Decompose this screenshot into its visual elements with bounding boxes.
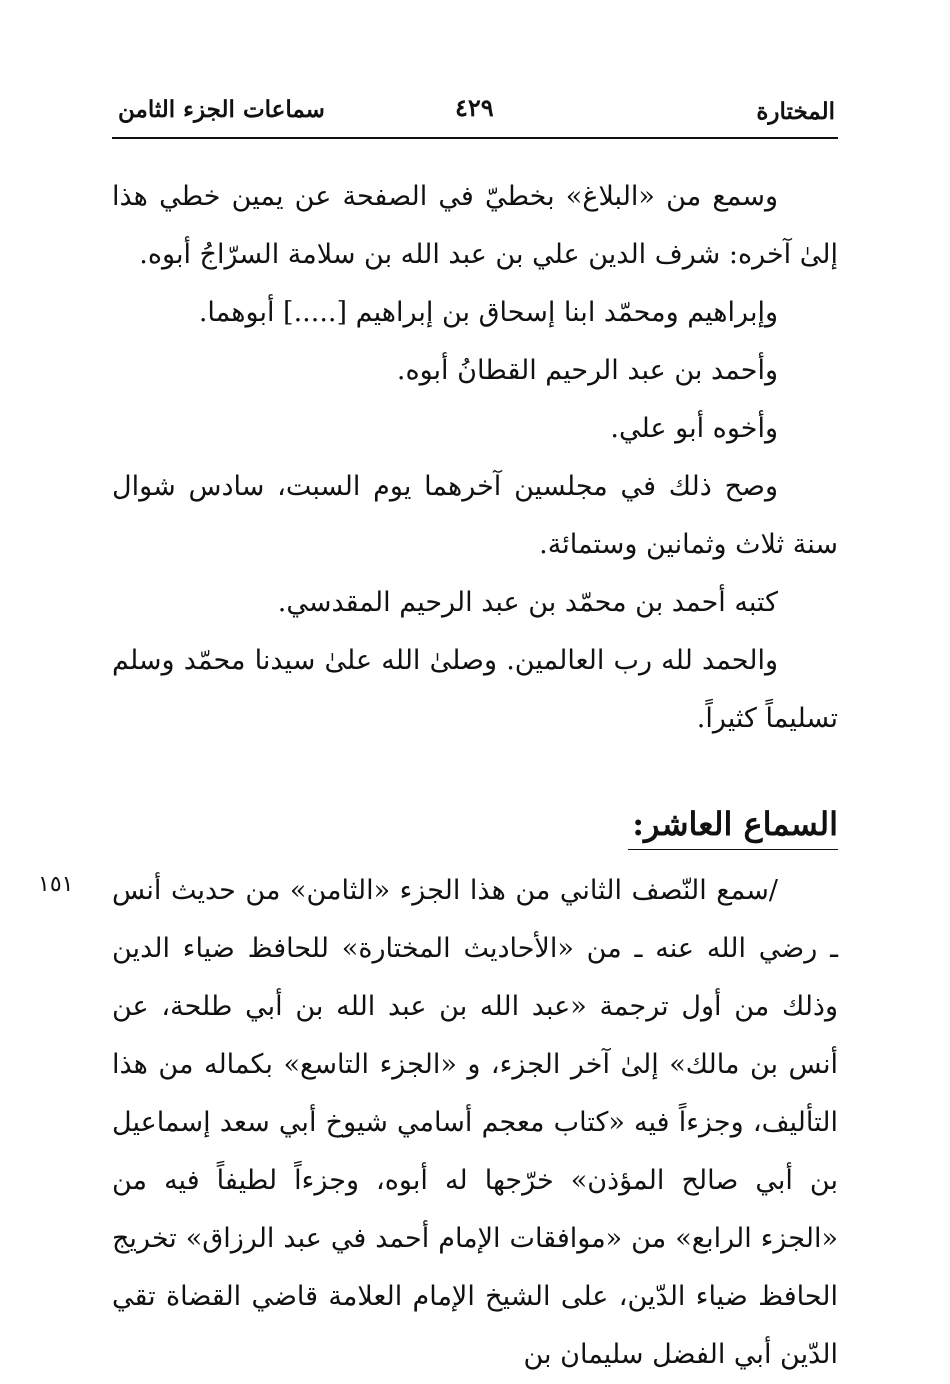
paragraph: وأخوه أبو علي.	[610, 413, 778, 444]
page-number: ٤٢٩	[455, 93, 494, 122]
paragraph: وإبراهيم ومحمّد ابنا إسحاق بن إبراهيم [.....] أبوهما.	[198, 297, 778, 328]
section-paragraph: /سمع النّصف الثاني من هذا الجزء «الثامن» من حديث أنس ـ رضي الله عنه ـ من «الأحاديث المختارة» للحافظ ضياء الدين وذلك من أول ترجمة «عبد الله بن عبد الله بن أبي طلحة، عن أنس بن مالك» إلىٰ آخر الجزء، و «الجزء التاسع» بكماله من هذا التأليف، وجزءاً فيه «كتاب معجم أسامي شيوخ أبي سعد إسماعيل بن أبي صالح المؤذن» خرّجها له أبوه، وجزءاً لطيفاً فيه من «الجزء الرابع» من «موافقات الإمام أحمد في عبد الرزاق» تخريج الحافظ ضياء الدّين، على الشيخ الإمام العلامة قاضي القضاة تقي الدّين أبي الفضل سليمان بن	[112, 875, 838, 1370]
paragraph: وصح ذلك في مجلسين آخرهما يوم السبت، سادس شوال سنة ثلاث وثمانين وستمائة.	[112, 471, 838, 560]
running-header-left: سماعات الجزء الثامن	[118, 96, 325, 123]
paragraph: وسمع من «البلاغ» بخطيّ في الصفحة عن يمين خطي هذا إلىٰ آخره: شرف الدين علي بن عبد الله بن سلامة السرّاجُ أبوه.	[112, 181, 838, 270]
paragraph: كتبه أحمد بن محمّد بن عبد الرحيم المقدسي.	[277, 587, 778, 618]
body-text	[112, 168, 838, 748]
paragraph: وأحمد بن عبد الرحيم القطانُ أبوه.	[396, 355, 778, 386]
margin-folio-number: ١٥١	[38, 872, 74, 897]
running-header-right: المختارة	[756, 98, 835, 125]
paragraph: والحمد لله رب العالمين. وصلىٰ الله علىٰ سيدنا محمّد وسلم تسليماً كثيراً.	[112, 645, 838, 734]
section-title: السماع العاشر:	[628, 805, 838, 850]
section-body	[112, 862, 838, 1384]
header-rule	[112, 137, 838, 139]
